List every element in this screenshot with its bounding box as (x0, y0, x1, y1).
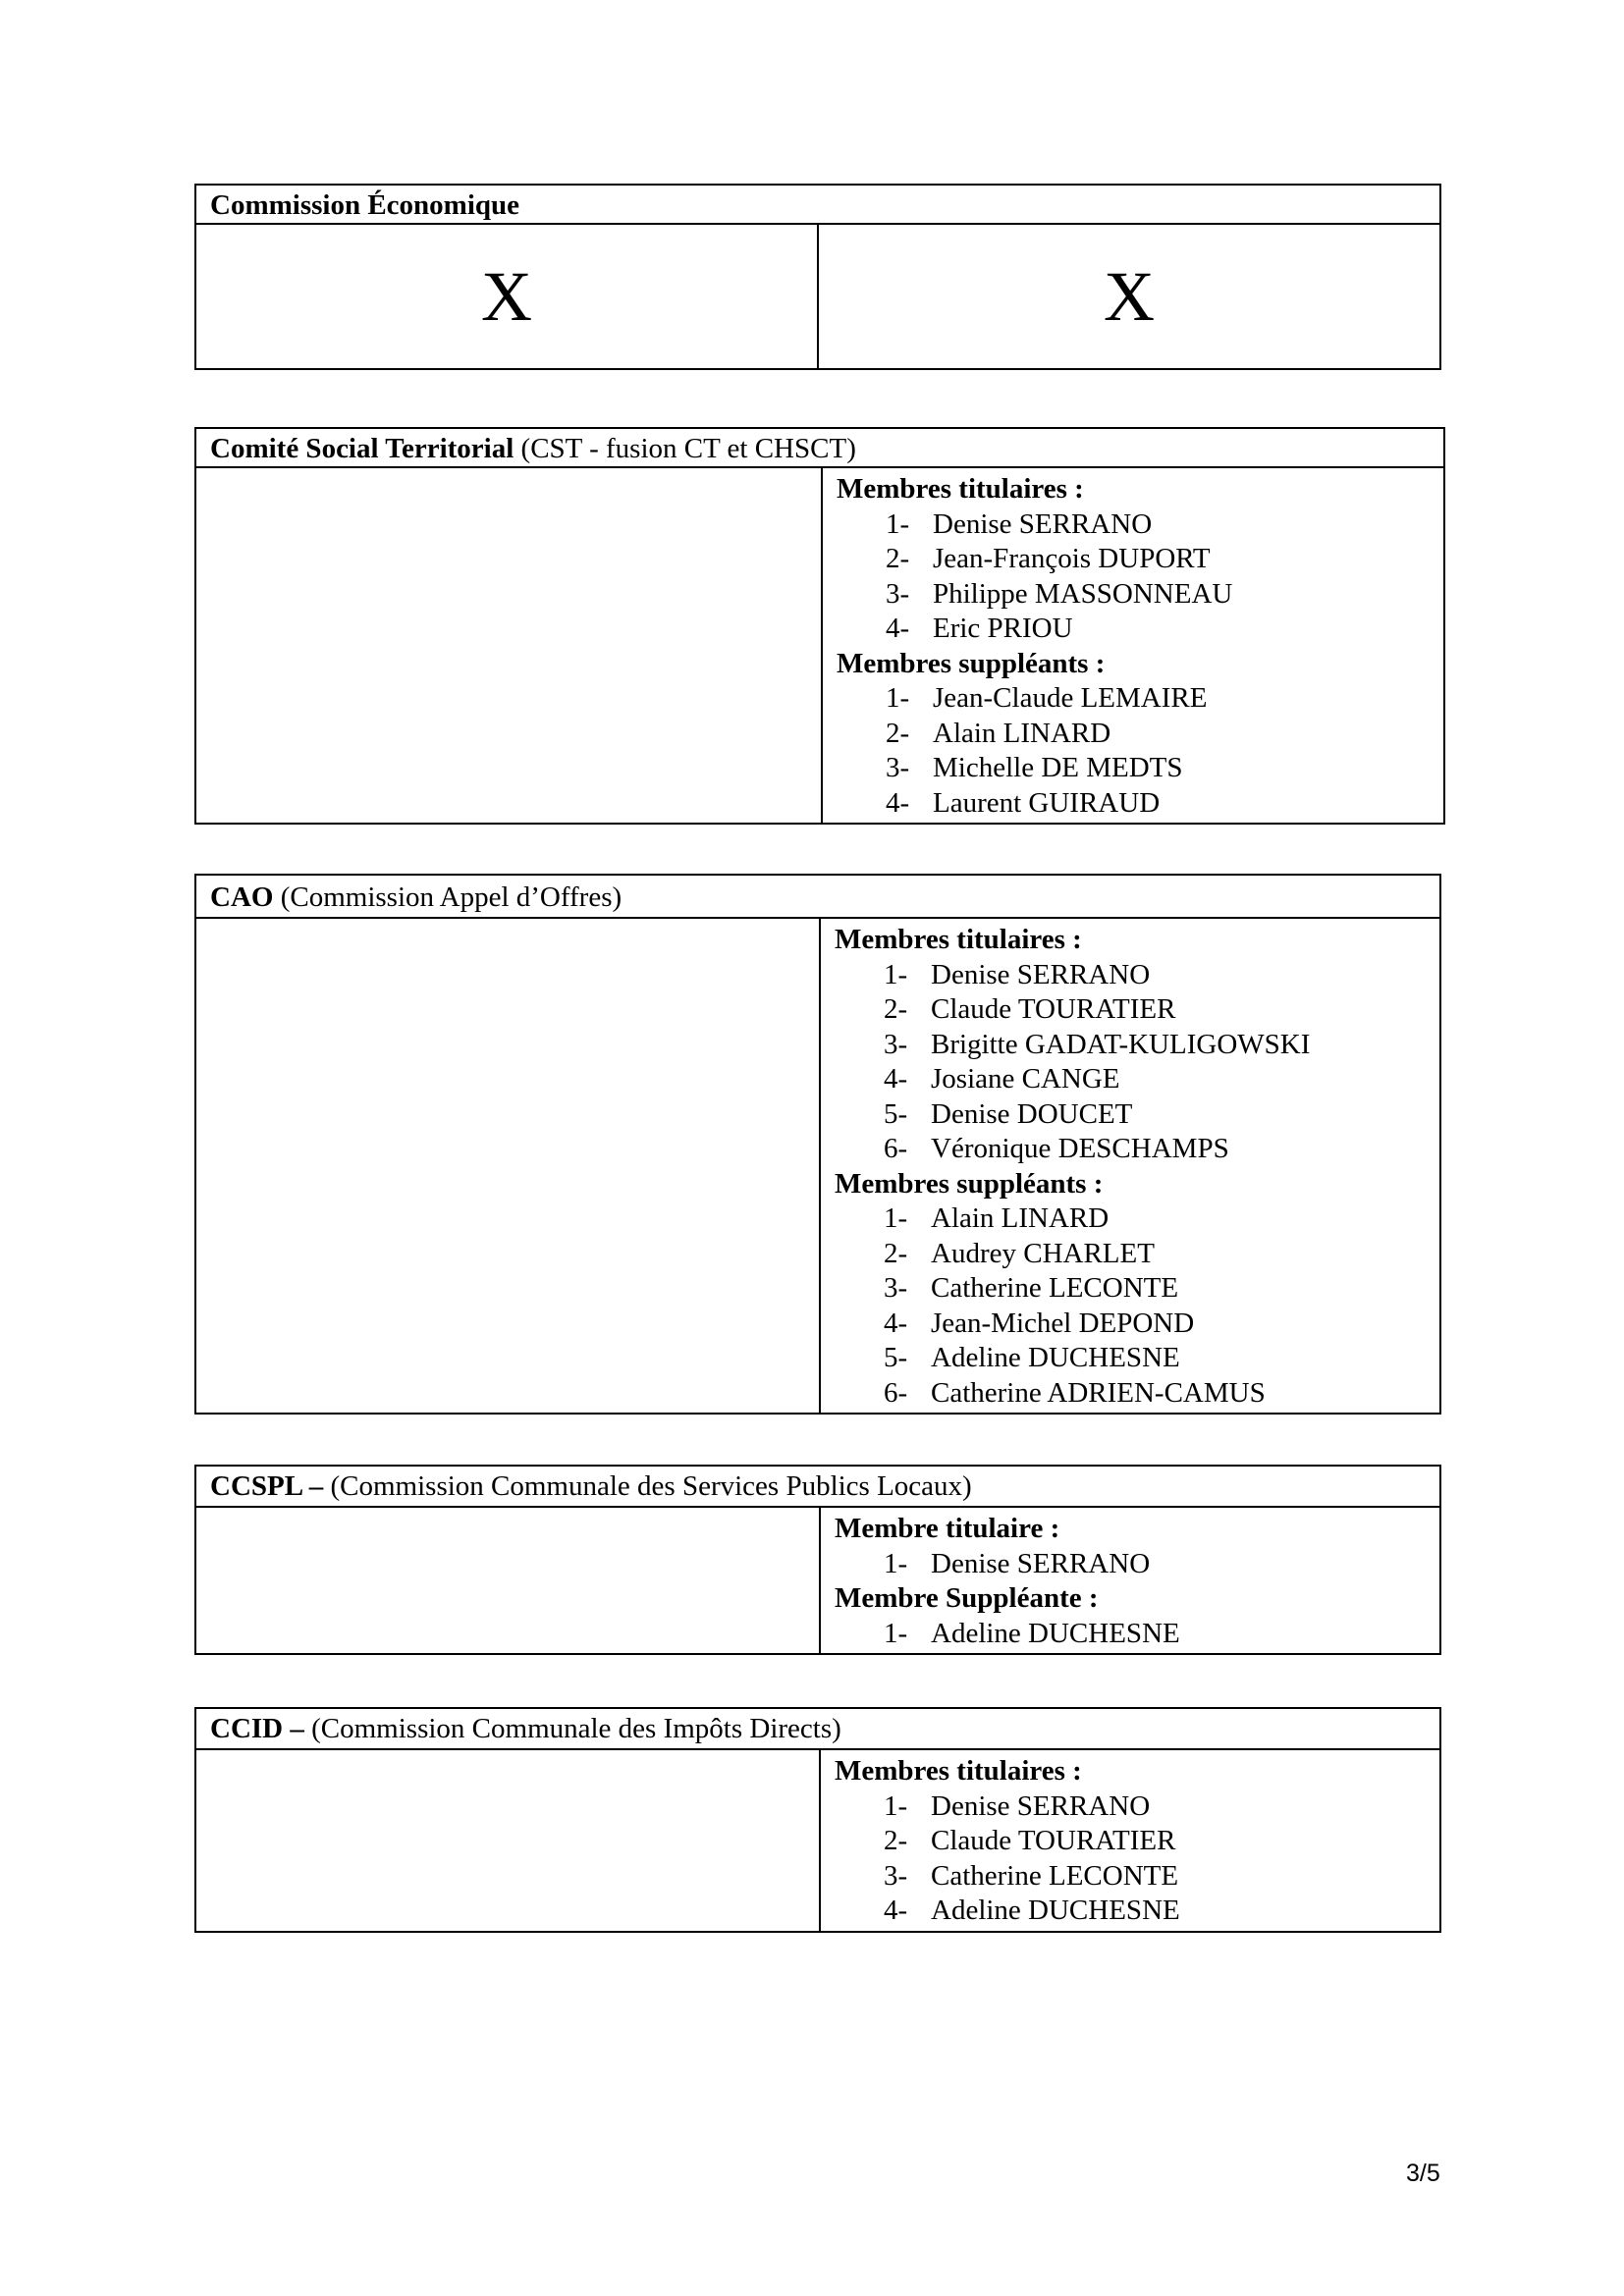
member-name: Philippe MASSONNEAU (933, 577, 1233, 610)
member-name: Eric PRIOU (933, 613, 1073, 644)
item-number: 1- (886, 507, 910, 540)
member-list (835, 958, 1426, 1167)
list-item (884, 1376, 1426, 1412)
member-name: Denise SERRANO (931, 1547, 1151, 1579)
member-name: Catherine LECONTE (931, 1272, 1179, 1304)
list-item (884, 1132, 1426, 1167)
group-label: Membre titulaire : (835, 1513, 1060, 1544)
list-item (884, 1789, 1426, 1825)
list-item (884, 992, 1426, 1028)
item-number: 6- (884, 1133, 908, 1164)
empty-cell (195, 918, 820, 1414)
list-item (884, 1341, 1426, 1376)
member-name: Claude TOURATIER (931, 1825, 1176, 1856)
member-name: Jean-Claude LEMAIRE (933, 682, 1208, 714)
table-title (195, 1708, 1440, 1749)
group-label: Membres suppléants : (835, 1167, 1104, 1200)
item-number: 5- (884, 1097, 908, 1130)
member-name: Denise DOUCET (931, 1097, 1133, 1130)
title-abbrev: CCSPL – (210, 1470, 324, 1502)
list-item (884, 1028, 1426, 1063)
item-number: 4- (886, 786, 910, 819)
members-cell (820, 918, 1440, 1414)
member-name: Catherine ADRIEN-CAMUS (931, 1376, 1266, 1409)
table-title (195, 428, 1444, 467)
member-name: Jean-François DUPORT (933, 543, 1211, 574)
title-abbrev: Comité Social Territorial (210, 433, 514, 464)
member-name: Brigitte GADAT-KULIGOWSKI (931, 1028, 1311, 1060)
table-ccid (194, 1707, 1441, 1933)
list-item (884, 958, 1426, 993)
item-number: 3- (884, 1859, 908, 1892)
item-number: 4- (884, 1063, 908, 1095)
title-desc: (Commission Appel d’Offres) (273, 881, 623, 913)
item-number: 4- (886, 613, 910, 644)
list-item (884, 1271, 1426, 1307)
table-title (195, 875, 1440, 918)
members-cell (820, 1507, 1440, 1654)
item-number: 4- (884, 1895, 908, 1926)
list-item (884, 1097, 1426, 1133)
member-list (835, 1547, 1426, 1582)
member-name: Alain LINARD (931, 1202, 1110, 1234)
item-number: 3- (886, 752, 910, 783)
members-cell (822, 467, 1444, 824)
members-cell (820, 1749, 1440, 1932)
list-item (884, 1062, 1426, 1097)
list-item (884, 1237, 1426, 1272)
page-number: 3/5 (1406, 2160, 1440, 2187)
list-item (884, 1547, 1426, 1582)
member-name: Michelle DE MEDTS (933, 752, 1183, 783)
member-list (835, 1201, 1426, 1411)
member-name: Véronique DESCHAMPS (931, 1133, 1229, 1164)
member-name: Denise SERRANO (933, 507, 1153, 540)
list-item (884, 1617, 1426, 1652)
list-item (886, 717, 1430, 752)
item-number: 1- (884, 1202, 908, 1234)
empty-cell (195, 467, 822, 824)
member-list (837, 681, 1430, 821)
group-label: Membres suppléants : (837, 647, 1106, 679)
member-name: Adeline DUCHESNE (931, 1895, 1180, 1926)
table-commission-economique (194, 184, 1441, 370)
group-label: Membres titulaires : (835, 1755, 1082, 1787)
title-desc: (Commission Communale des Impôts Directs) (303, 1713, 841, 1744)
item-number: 1- (884, 958, 908, 990)
member-name: Denise SERRANO (931, 1789, 1151, 1822)
member-name: Adeline DUCHESNE (931, 1617, 1180, 1649)
table-cao (194, 874, 1441, 1415)
title-abbrev: CCID – (210, 1713, 304, 1744)
item-number: 3- (886, 577, 910, 610)
member-name: Laurent GUIRAUD (933, 786, 1161, 819)
member-list (835, 1789, 1426, 1929)
list-item (886, 542, 1430, 577)
list-item (886, 786, 1430, 822)
member-name: Josiane CANGE (931, 1063, 1120, 1095)
item-number: 3- (884, 1272, 908, 1304)
member-name: Adeline DUCHESNE (931, 1342, 1180, 1373)
list-item (884, 1201, 1426, 1237)
table-cst (194, 427, 1445, 825)
list-item (884, 1859, 1426, 1895)
cell-left-x: X (195, 224, 818, 369)
title-abbrev: CAO (210, 881, 274, 913)
table-title: Commission Économique (195, 185, 1440, 224)
empty-cell (195, 1749, 820, 1932)
member-name: Alain LINARD (933, 717, 1111, 749)
list-item (886, 751, 1430, 786)
item-number: 4- (884, 1307, 908, 1339)
item-number: 2- (884, 1237, 908, 1269)
list-item (886, 612, 1430, 647)
table-title (195, 1466, 1440, 1507)
item-number: 1- (884, 1617, 908, 1649)
group-label: Membres titulaires : (835, 924, 1082, 955)
member-name: Catherine LECONTE (931, 1859, 1179, 1892)
item-number: 2- (886, 543, 910, 574)
cell-right-x: X (818, 224, 1440, 369)
list-item (884, 1824, 1426, 1859)
list-item (886, 681, 1430, 717)
item-number: 2- (884, 993, 908, 1025)
group-label: Membres titulaires : (837, 473, 1084, 505)
empty-cell (195, 1507, 820, 1654)
member-list (835, 1617, 1426, 1652)
member-name: Audrey CHARLET (931, 1237, 1155, 1269)
member-name: Claude TOURATIER (931, 993, 1176, 1025)
item-number: 5- (884, 1342, 908, 1373)
item-number: 1- (884, 1547, 908, 1579)
list-item (884, 1307, 1426, 1342)
table-ccspl (194, 1465, 1441, 1655)
item-number: 2- (886, 717, 910, 749)
member-name: Denise SERRANO (931, 958, 1151, 990)
member-list (837, 507, 1430, 647)
list-item (884, 1894, 1426, 1929)
item-number: 3- (884, 1028, 908, 1060)
item-number: 6- (884, 1376, 908, 1409)
member-name: Jean-Michel DEPOND (931, 1307, 1195, 1339)
item-number: 1- (884, 1789, 908, 1822)
item-number: 2- (884, 1825, 908, 1856)
title-desc: (CST - fusion CT et CHSCT) (514, 433, 856, 464)
list-item (886, 577, 1430, 613)
title-desc: (Commission Communale des Services Publics Locaux) (323, 1470, 972, 1502)
list-item (886, 507, 1430, 543)
item-number: 1- (886, 682, 910, 714)
group-label: Membre Suppléante : (835, 1582, 1099, 1614)
